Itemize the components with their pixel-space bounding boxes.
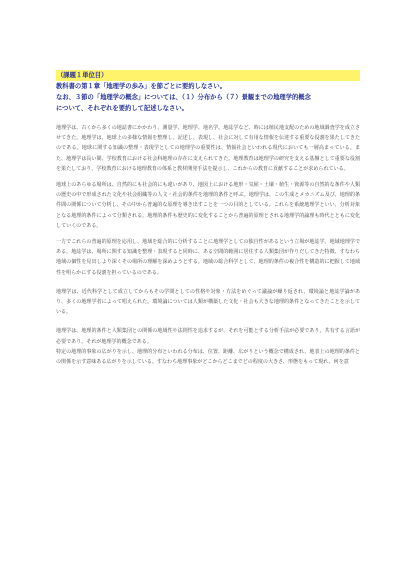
assignment-line-3: について、それぞれを要約して記述しなさい。	[56, 105, 188, 112]
section-gap	[56, 114, 360, 123]
assignment-line-2: なお、３節の「地理学の概念」については、（１）分布から（７）景観までの地理学的概念	[56, 94, 311, 101]
body-paragraph-6: 特定の地理的事象の広がりを示し、地理的分布といわれる分布は、位置、距離、広がりという概念で構成され、地表上の地理的条件との関係を示す意味ある広がりを示している。すなわち地理事象がどこからどこまでどの程度の大きさ、形態をもって現れ、何を意	[56, 348, 360, 366]
assignment-line-1: 教科書の第１章「地理学の歩み」を節ごとに要約しなさい。	[56, 83, 227, 90]
body-paragraph-3: 一方でこれらの普遍的原理を応用し、地域を総合的に分析することに地理学としての独自性があるという立場が地誌学、地域地理学である。地誌学は、場所に関する知識を整理・表現すると同時に、ある空間的範囲に居住する人類集団が作りだしてきた特徴、すなわち地域の個性を見出しより深くその場所の理解を深めようとする。地域の総合科学として、地理的条件の複合性を構造的に把握して地域性を明らかにする役割を担っているのである。	[56, 239, 360, 276]
body-paragraph-5: 地理学は、地理的条件と人類集団との関係の地域性や法則性を追求するが、それを可能とする分析手法が必要であり、共有する言語が必要であり、それが地理学的概念である。	[56, 328, 360, 345]
document-page	[56, 70, 360, 367]
assignment-block	[56, 70, 360, 114]
body-paragraph-1: 地理学は、古くから多くの地誌書にかかわり、測量学、地理学、地名学、地誌学など、時には植民地支配のための地域調査学を成立させてきた。地理学は、地球上の多様な情報を整理し、記述し、表現し、社会に対して有用な情報を伝達する重要な役割を果たしてきたのである。地球に関する知識の整理・表現学としての地理学の重要性は、情報社会といわれる現代においても一層高まっている。また、地理学は長い間、学校教育における社会科地理の存在に支えられてきた。地理教育は地理学の研究を支える基盤として重要な役割を果たしており、学校教育における地理教育の体系と教材開発手法を提示し、これからの教育に貢献することが求められている。	[56, 125, 360, 172]
body-paragraph-4: 地理学は、近代科学として成立してからもその学問としての性格や対象・方法をめぐって議論が繰り返され、環境論と地誌学論があり、多くの地理学者によって唱えられた。環境論については人類が構築した文化・社会も大きな地理的条件となってきたことを示している。	[56, 288, 360, 316]
assignment-title: （課題１単位目）	[56, 70, 360, 81]
paragraph-gap	[56, 317, 360, 326]
paragraph-gap	[56, 278, 360, 287]
body-paragraph-2: 地球上のあらゆる場所は、自然的にも社会的にも違いがあり、地図上における地形・気候・土壌・植生・資源等の自然的な条件や人類の歴史の中で形成された文化や社会組織等の人文・社会的条件を地理的条件と呼ぶ。地理学は、この生成とメカニズム及び、地理的条件間の関係について分析し、その中から普遍的な原理を導き出すことを一つの目的としている。これらを系統地理学といい、分析対象となる地理的条件によって分類される。地理的条件も歴史的に変化することから普遍的原理とされる地理学的論理も時代とともに変化していくのである。	[56, 182, 360, 229]
